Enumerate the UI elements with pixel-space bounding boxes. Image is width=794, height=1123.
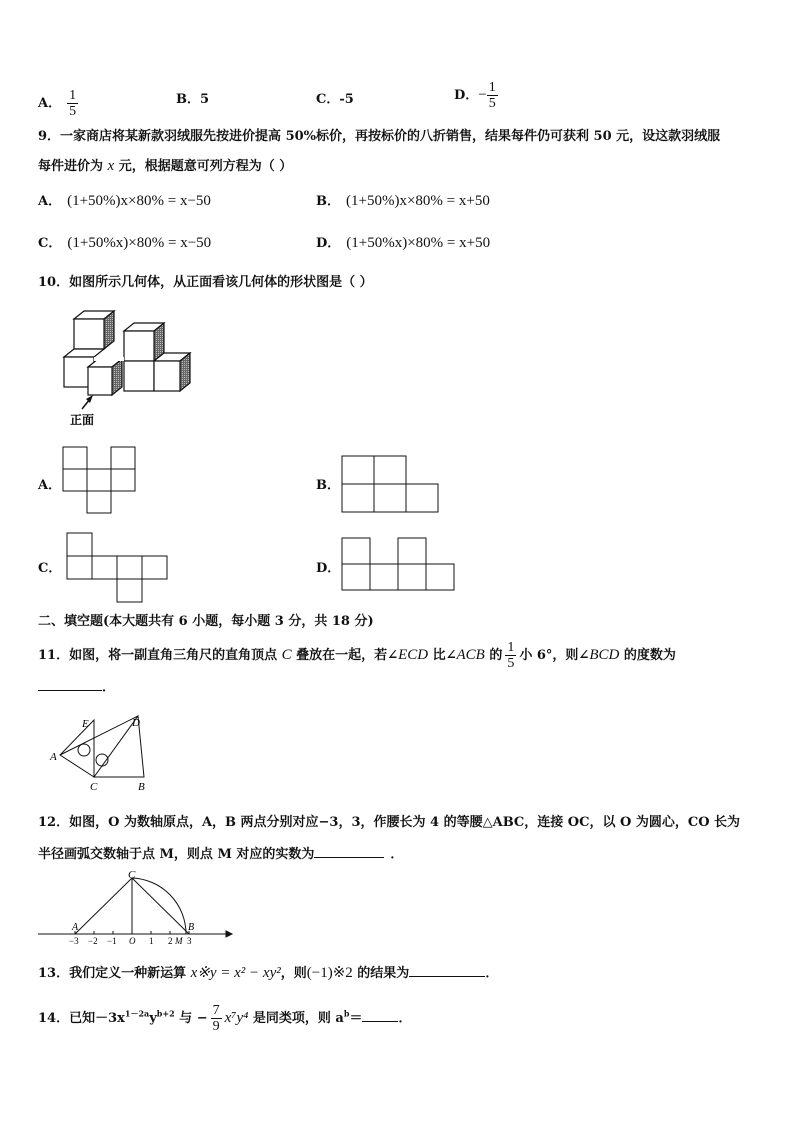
q9-option-b: B． (1+50%)x×80% = x+50 (316, 193, 490, 209)
svg-text:C: C (90, 781, 98, 792)
q9-option-c: C． (1+50%x)×80% = x−50 (38, 235, 212, 251)
svg-text:−3: −3 (69, 936, 79, 946)
front-label: 正面 (70, 413, 95, 427)
q11-answer-blank[interactable] (38, 678, 102, 691)
q8-option-b: B．5 (176, 92, 210, 107)
q9-option-d: D． (1+50%x)×80% = x+50 (316, 235, 491, 251)
q12-number-line-figure (36, 868, 236, 948)
svg-text:E: E (82, 718, 89, 730)
q9-option-a: A． (1+50%)x×80% = x−50 (38, 193, 211, 209)
q8-option-a: A． $\frac{1}{5}$ (38, 88, 77, 119)
q10-option-d: D． (316, 561, 341, 576)
svg-text:−1: −1 (107, 936, 117, 946)
q10-option-d-figure (341, 537, 457, 593)
q12-line2: 半径画弧交数轴于点 M，则点 M 对应的实数为 ． (38, 847, 404, 862)
q12-line1: 12．如图，O 为数轴原点，A，B 两点分别对应−3，3，作腰长为 4 的等腰△ABC，连接 OC，以 O 为圆心，CO 长为 (38, 815, 741, 830)
q11-figure (44, 712, 164, 792)
q11-question: 11．如图，将一副直角三角尺的直角顶点 C 叠放在一起，若∠ECD 比∠ACB 的 $\frac{1}{5}$ 小 6°，则∠BCD 的度数为 (38, 640, 676, 671)
q10-option-c-figure (66, 532, 170, 604)
svg-text:3: 3 (187, 936, 192, 946)
q8-option-d: D．− $\frac{1}{5}$ (454, 80, 496, 111)
q11-answer-line: ． (38, 676, 115, 695)
q13-answer-blank[interactable] (409, 964, 485, 977)
q13-question: 13．我们定义一种新运算 x※y = x² − xy²，则(−1)※2 的结果为 ． (38, 965, 499, 981)
svg-text:B: B (188, 922, 195, 933)
q10-option-b: B． (316, 478, 340, 493)
q10-option-c: C． (38, 561, 62, 576)
svg-text:D: D (132, 717, 140, 729)
svg-text:C: C (128, 869, 136, 881)
q8-option-c: C．-5 (316, 92, 354, 107)
svg-text:M: M (175, 936, 183, 946)
q12-answer-blank[interactable] (314, 845, 384, 858)
q10-option-a: A． (38, 478, 62, 493)
q14-question: 14．已知$-3x^{1-2a}y^{b+2}$ 与 − $\frac{7}{9}$ x⁷y⁴ 是同类项，则 $a^b=$ ． (38, 1003, 412, 1034)
svg-text:A: A (50, 751, 57, 763)
svg-text:O: O (129, 936, 136, 946)
q10-option-b-figure (341, 455, 439, 515)
svg-text:1: 1 (149, 936, 154, 946)
svg-text:−2: −2 (88, 936, 98, 946)
q9-line1: 9．一家商店将某新款羽绒服先按进价提高 50%标价，再按标价的八折销售，结果每件仍可获利 50 元，设这款羽绒服 (38, 129, 721, 144)
q10-solid-figure (60, 305, 200, 430)
svg-text:A: A (72, 922, 79, 933)
q9-line2: 每件进价为 x 元，根据题意可列方程为（ ） (38, 158, 293, 174)
q10-question: 10．如图所示几何体，从正面看该几何体的形状图是（ ） (38, 275, 373, 290)
q10-option-a-figure (62, 446, 138, 516)
q14-answer-blank[interactable] (362, 1009, 398, 1022)
svg-text:2: 2 (168, 936, 173, 946)
section-heading: 二、填空题(本大题共有 6 小题，每小题 3 分，共 18 分) (38, 614, 374, 629)
svg-text:B: B (138, 781, 145, 792)
